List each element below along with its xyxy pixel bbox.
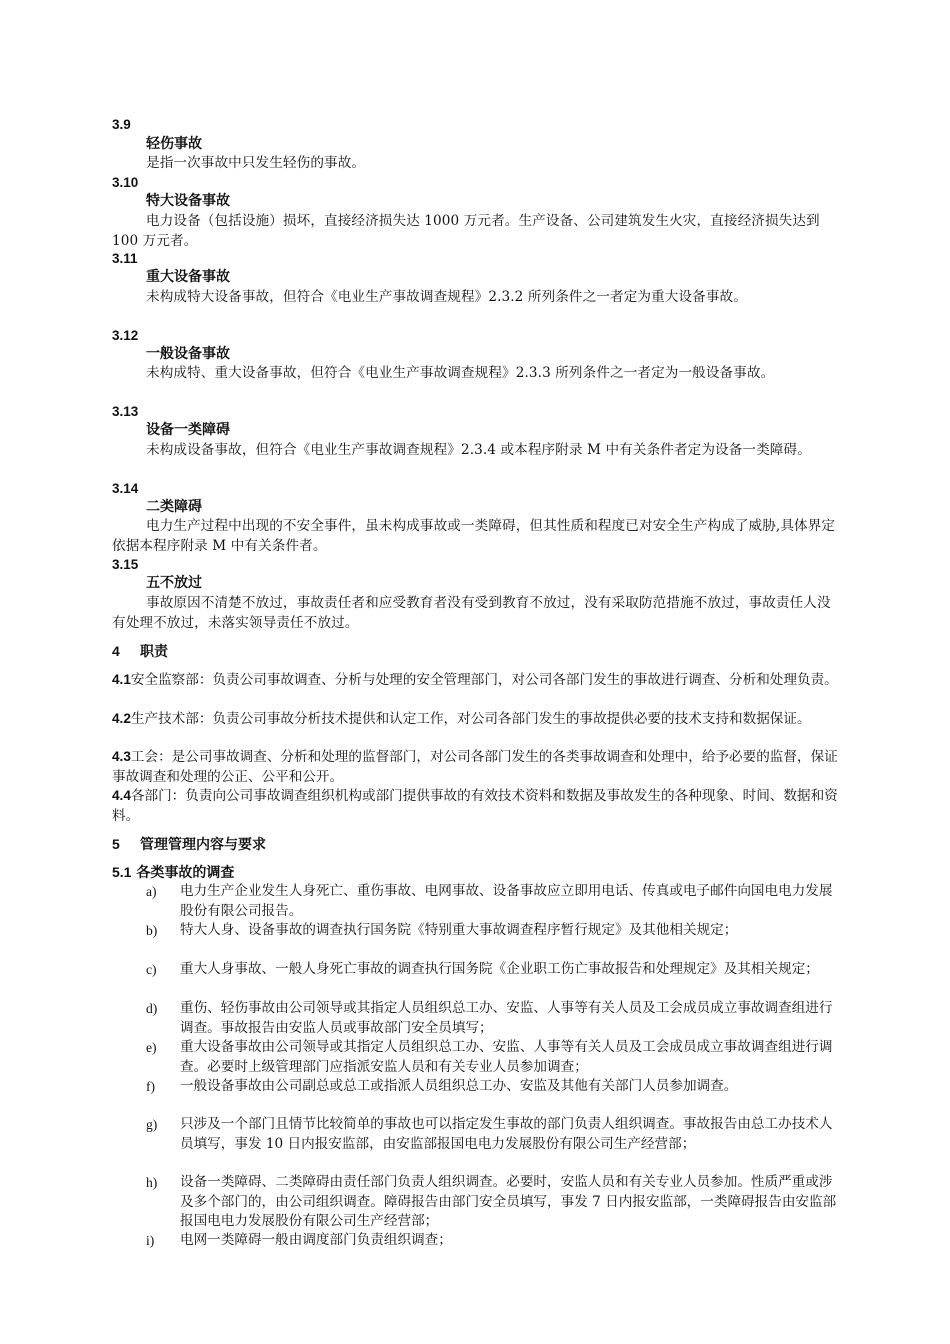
list-item-text: 特大人身、设备事故的调查执行国务院《特别重大事故调查程序暂行规定》及其他相关规定； [180,922,738,938]
clause-term: 轻伤事故 [146,136,202,152]
list-item-label: f) [146,1079,156,1094]
section-heading [112,642,168,662]
clause-number: 3.9 [112,117,131,132]
responsibility-text: 各部门：负责向公司事故调查组织机构或部门提供事故的有效技术资料和数据及事故发生的各种现象、时间、数据和资料。 [112,788,838,824]
list-item-text: 一般设备事故由公司副总或总工或指派人员组织总工办、安监及其他有关部门人员参加调查。 [180,1078,738,1094]
clause-text: 事故原因不清楚不放过，事故责任者和应受教育者没有受到教育不放过，没有采取防范措施不放过，事故责任人没有处理不放过，未落实领导责任不放过。 [112,595,831,631]
section-title: 职责 [140,644,168,660]
responsibility-item [112,747,848,787]
section-number: 5 [112,836,120,852]
list-item-text: 设备一类障碍、二类障碍由责任部门负责人组织调查。必要时，安监人员和有关专业人员参加。性质严重或涉及多个部门的，由公司组织调查。障碍报告由部门安全员填写，事发 7 日内报安监部，一类障碍报告由安监部报国电电力发展股份有限公司生产经营部； [180,1174,837,1229]
list-item-label: d) [146,1001,158,1016]
clause-number: 3.14 [112,481,139,496]
list-item-label: a) [146,884,157,899]
clause-term: 特大设备事故 [146,193,230,209]
clause-text: 未构成特大设备事故，但符合《电业生产事故调查规程》2.3.2 所列条件之一者定为重大设备事故。 [146,289,747,305]
list-item-text: 重大设备事故由公司领导或其指定人员组织总工办、安监、人事等有关人员及工会成员成立事故调查组进行调查。必要时上级管理部门应指派安监人员和有关专业人员参加调查； [180,1039,833,1075]
responsibility-number: 4.1 [112,672,131,687]
clause-text: 电力生产过程中出现的不安全事件，虽未构成事故或一类障碍，但其性质和程度已对安全生产构成了威胁,具体界定依据本程序附录 M 中有关条件者。 [112,518,836,554]
section-title: 管理管理内容与要求 [140,837,266,853]
section-number: 4 [112,643,120,659]
clause-text: 是指一次事故中只发生轻伤的事故。 [146,155,366,171]
list-item-label: i) [146,1233,155,1248]
list-item-text: 只涉及一个部门且情节比较简单的事故也可以指定发生事故的部门负责人组织调查。事故报告由总工办技术人员填写，事发 10 日内报安监部，由安监部报国电电力发展股份有限公司生产经营部； [180,1116,833,1152]
responsibility-number: 4.4 [112,788,131,803]
clause-term: 五不放过 [146,575,202,591]
subsection-number: 5.1 [112,864,132,880]
clause-term: 设备一类障碍 [146,422,230,438]
section-heading [112,835,266,855]
responsibility-number: 4.3 [112,749,131,764]
responsibility-item [112,709,848,730]
list-item-text: 重大人身事故、一般人身死亡事故的调查执行国务院《企业职工伤亡事故报告和处理规定》及其相关规定； [180,961,819,977]
clause-term: 二类障碍 [146,499,202,515]
clause-text: 未构成设备事故，但符合《电业生产事故调查规程》2.3.4 或本程序附录 M 中有关条件者定为设备一类障碍。 [146,442,811,458]
clause-number: 3.10 [112,175,139,190]
list-item-label: e) [146,1040,157,1055]
responsibility-text: 工会：是公司事故调查、分析和处理的监督部门，对公司各部门发生的各类事故调查和处理中，给予必要的监督，保证事故调查和处理的公正、公平和公开。 [112,749,838,785]
list-item-label: g) [146,1117,158,1132]
responsibility-number: 4.2 [112,711,131,726]
clause-text: 未构成特、重大设备事故，但符合《电业生产事故调查规程》2.3.3 所列条件之一者定为一般设备事故。 [146,365,775,381]
list-item-text: 重伤、轻伤事故由公司领导或其指定人员组织总工办、安监、人事等有关人员及工会成员成立事故调查组进行调查。事故报告由安监人员或事故部门安全员填写； [180,1000,833,1036]
responsibility-text: 生产技术部：负责公司事故分析技术提供和认定工作，对公司各部门发生的事故提供必要的技术支持和数据保证。 [130,711,811,727]
responsibility-item [112,670,848,691]
subsection-heading [112,863,234,883]
list-item-text: 电网一类障碍一般由调度部门负责组织调查； [180,1232,452,1248]
clause-number: 3.15 [112,557,139,572]
clause-number: 3.11 [112,251,138,266]
clause-term: 重大设备事故 [146,269,230,285]
clause-term: 一般设备事故 [146,346,230,362]
list-item-label: h) [146,1175,158,1190]
clause-number: 3.13 [112,404,139,419]
list-item-label: b) [146,923,158,938]
responsibility-item [112,786,848,826]
list-item-text: 电力生产企业发生人身死亡、重伤事故、电网事故、设备事故应立即用电话、传真或电子邮件向国电电力发展股份有限公司报告。 [180,883,833,919]
responsibility-text: 安全监察部：负责公司事故调查、分析与处理的安全管理部门，对公司各部门发生的事故进行调查、分析和处理负责。 [130,672,838,688]
clause-number: 3.12 [112,328,139,343]
clause-text: 电力设备（包括设施）损坏，直接经济损失达 1000 万元者。生产设备、公司建筑发生火灾，直接经济损失达到 100 万元者。 [112,213,820,249]
subsection-title: 各类事故的调查 [136,865,235,881]
list-item-label: c) [146,962,157,977]
